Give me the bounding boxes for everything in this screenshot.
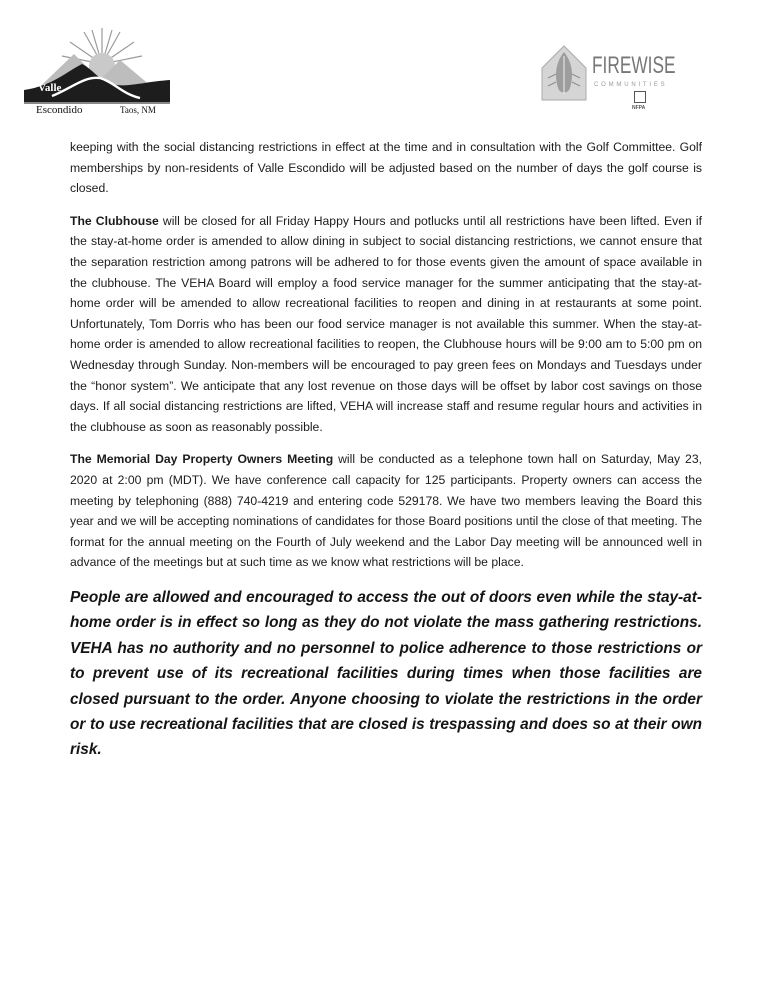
paragraph-clubhouse	[70, 211, 702, 438]
logo-name-escondido: Escondido	[36, 104, 83, 116]
valle-escondido-logo	[22, 24, 172, 124]
firewise-subtitle: COMMUNITIES	[594, 82, 668, 88]
meeting-heading: The Memorial Day Property Owners Meeting	[70, 452, 334, 467]
paragraph-golf-text: keeping with the social distancing restrictions in effect at the time and in consultation with the Golf Committee. Golf memberships by non-residents of Valle Escondido will be adjusted based on the number of days the golf course is closed.	[70, 140, 702, 196]
clubhouse-heading: The Clubhouse	[70, 213, 159, 228]
firewise-wordmark: FIREWISE	[592, 52, 676, 79]
paragraph-golf	[70, 137, 702, 199]
leaf-house-icon	[534, 38, 594, 108]
nfpa-icon	[634, 91, 646, 103]
logo-name-valle: Valle	[38, 82, 62, 94]
logo-location: Taos, NM	[120, 105, 156, 115]
document-body	[70, 137, 702, 775]
firewise-logo	[534, 38, 674, 118]
paragraph-notice: People are allowed and encouraged to access the out of doors even while the stay-at-home order is in effect so long as they do not violate the mass gathering restrictions. VEHA has no authority and no personnel to police adherence to those restrictions or to prevent use of its recreational facilities during times when those facilities are closed pursuant to the order. Anyone choosing to violate the restrictions in the order or to use recreational facilities that are closed is trespassing and does so at their own risk.	[70, 588, 702, 759]
nfpa-label: NFPA	[632, 105, 646, 111]
paragraph-clubhouse-text: will be closed for all Friday Happy Hours and potlucks until all restrictions have been lifted. Even if the stay-at-home order is amended to allow dining in subject to social distancing restrictions, we cannot ensure that the separation restriction among patrons will be adhered to for those events given the amount of space available in the clubhouse. The VEHA Board will employ a food service manager for the summer anticipating that the stay-at-home order will be amended to allow recreational facilities to reopen and dining in at restaurants at some point. Unfortunately, Tom Dorris who has been our food service manager is not available this summer. When the stay-at-home order is amended to allow recreational facilities to reopen, the Clubhouse hours will be 9:00 am to 5:00 pm on Wednesday through Sunday. Non-members will be encouraged to pay green fees on Mondays and Tuesdays under the “honor system”. We anticipate that any lost revenue on those days will be offset by labor cost savings on those days. If all social distancing restrictions are lifted, VEHA will increase staff and resume regular hours and activities in the clubhouse as soon as reasonably possible.	[70, 213, 703, 434]
paragraph-meeting	[70, 449, 702, 573]
paragraph-meeting-text: will be conducted as a telephone town hall on Saturday, May 23, 2020 at 2:00 pm (MDT). We have conference call capacity for 125 participants. Property owners can access the meeting by telephoning (888) 740-4219 and entering code 529178. We have two members leaving the Board this year and we will be accepting nominations of candidates for those Board positions until the close of that meeting. The format for the annual meeting on the Fourth of July weekend and the Labor Day meeting will be announced well in advance of the meetings but at such time as we know what restrictions will be place.	[70, 452, 702, 570]
